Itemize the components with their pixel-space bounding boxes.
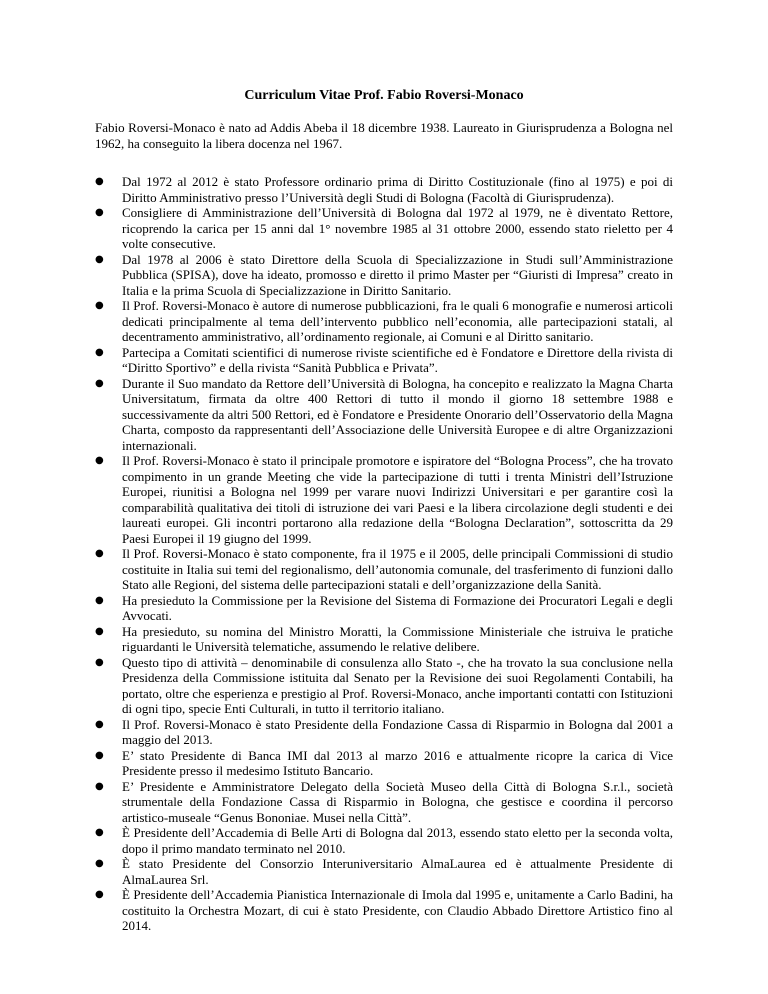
list-item (95, 856, 673, 887)
bullet-icon: ● (95, 455, 104, 466)
bullet-icon: ● (95, 548, 104, 559)
bullet-icon: ● (95, 377, 104, 389)
list-item (95, 717, 673, 748)
list-item-text: È Presidente dell’Accademia di Belle Arti di Bologna dal 2013, essendo stato eletto per la seconda volta, dopo il primo mandato terminato nel 2010. (122, 825, 673, 856)
career-list (95, 174, 673, 934)
list-item-text: Il Prof. Roversi-Monaco è stato il principale promotore e ispiratore del “Bologna Process”, che ha trovato compimento in un grande Meeting che vide la partecipazione di tutti i trenta Ministri dell’Istruzione Europei, riunitisi a Bologna nel 1999 per varare nuovi Indirizzi Universitari e per garantire così la comparabilità qualitativa dei titoli di istruzione dei vari Paesi e la libera circolazione degli studenti e dei laureati europei. Gli incontri portarono alla redazione della “Bologna Declaration”, sottoscritta da 29 Paesi Europei il 19 giugno del 1999. (122, 453, 673, 546)
list-item (95, 252, 673, 299)
list-item (95, 825, 673, 856)
list-item-text: Dal 1978 al 2006 è stato Direttore della Scuola di Specializzazione in Studi sull’Amministrazione Pubblica (SPISA), dove ha ideato, promosso e diretto il primo Master per “Giuristi di Impresa” creato in Italia e la prima Scuola di Specializzazione in Diritto Sanitario. (122, 251, 673, 298)
page-title: Curriculum Vitae Prof. Fabio Roversi-Monaco (244, 88, 524, 103)
bullet-icon: ● (95, 656, 104, 668)
intro-paragraph: Fabio Roversi-Monaco è nato ad Addis Abeba il 18 dicembre 1938. Laureato in Giurisprudenza a Bologna nel 1962, ha conseguito la libera docenza nel 1967. (95, 120, 673, 151)
bullet-icon: ● (95, 207, 104, 218)
list-item-text: Il Prof. Roversi-Monaco è autore di numerose pubblicazioni, fra le quali 6 monografie e numerosi articoli dedicati principalmente al tema dell’intervento pubblico nell’economia, alle partecipazioni statali, al decentramento amministrativo, all’ordinamento regionale, ai Comuni e al Diritto sanitario. (122, 298, 673, 344)
bullet-icon: ● (95, 300, 104, 311)
list-item-text: Il Prof. Roversi-Monaco è stato Presidente della Fondazione Cassa di Risparmio in Bologna dal 2001 a maggio del 2013. (122, 716, 673, 747)
bullet-icon: ● (95, 625, 104, 637)
list-item-text: È Presidente dell’Accademia Pianistica Internazionale di Imola dal 1995 e, unitamente a Carlo Badini, ha costituito la Orchestra Mozart, di cui è stato Presidente, con Claudio Abbado Direttore Artistico fino al 2014. (122, 887, 673, 933)
list-item (95, 298, 673, 345)
list-item (95, 887, 673, 934)
bullet-icon: ● (95, 889, 104, 900)
list-item-text: Il Prof. Roversi-Monaco è stato componente, fra il 1975 e il 2005, delle principali Commissioni di studio costituite in Italia sui temi del regionalismo, dell’autonomia comunale, del trasferimento di funzioni dallo Stato alle Regioni, del sistema delle partecipazioni statali e dell’organizzazione della Sanità. (122, 546, 673, 592)
bullet-icon: ● (95, 176, 104, 187)
list-item-text: Dal 1972 al 2012 è stato Professore ordinario prima di Diritto Costituzionale (fino al 1975) e poi di Diritto Amministrativo presso l’Università degli Studi di Bologna (Facoltà di Giurisprudenza). (122, 174, 673, 205)
bullet-icon: ● (95, 780, 104, 792)
list-item (95, 779, 673, 826)
list-item-text: È stato Presidente del Consorzio Interuniversitario AlmaLaurea ed è attualmente Presidente di AlmaLaurea Srl. (122, 856, 673, 887)
bullet-icon: ● (95, 749, 104, 761)
list-item (95, 345, 673, 376)
list-item (95, 205, 673, 252)
list-item (95, 376, 673, 454)
list-item (95, 174, 673, 205)
list-item (95, 593, 673, 624)
list-item (95, 655, 673, 717)
bullet-icon: ● (95, 594, 104, 606)
list-item-text: Consigliere di Amministrazione dell’Università di Bologna dal 1972 al 1979, ne è diventato Rettore, ricoprendo la carica per 15 anni dal 1° novembre 1985 al 31 ottobre 2000, essendo stato rieletto per 4 volte consecutive. (122, 205, 673, 251)
bullet-icon: ● (95, 827, 104, 838)
list-item (95, 624, 673, 655)
list-item (95, 546, 673, 593)
list-item (95, 748, 673, 779)
bullet-icon: ● (95, 253, 104, 265)
bullet-icon: ● (95, 858, 104, 869)
list-item-text: Ha presieduto la Commissione per la Revisione del Sistema di Formazione dei Procuratori Legali e degli Avvocati. (122, 592, 673, 623)
list-item-text: E’ Presidente e Amministratore Delegato della Società Museo della Città di Bologna S.r.l., società strumentale della Fondazione Cassa di Risparmio in Bologna, che gestisce e coordina il percorso artistico-museale “Genus Bononiae. Musei nella Città”. (122, 778, 673, 825)
list-item-text: Durante il Suo mandato da Rettore dell’Università di Bologna, ha concepito e realizzato la Magna Charta Universitatum, firmata da oltre 400 Rettori di tutto il mondo il giorno 18 settembre 1988 e successivamente da altri 500 Rettori, ed è Fondatore e Presidente Onorario dell’Osservatorio della Magna Charta, composto da rappresentanti dell’Associazione delle Università Europee e di altre Organizzazioni internazionali. (122, 375, 673, 453)
list-item-text: Ha presieduto, su nomina del Ministro Moratti, la Commissione Ministeriale che istruiva le pratiche riguardanti le Università telematiche, assumendo le relative delibere. (122, 623, 673, 654)
list-item (95, 453, 673, 546)
bullet-icon: ● (95, 718, 104, 730)
list-item-text: Partecipa a Comitati scientifici di numerose riviste scientifiche ed è Fondatore e Direttore della rivista di “Diritto Sportivo” e della rivista “Sanità Pubblica e Privata”. (122, 344, 673, 375)
bullet-icon: ● (95, 346, 104, 358)
list-item-text: Questo tipo di attività – denominabile di consulenza allo Stato -, che ha trovato la sua conclusione nella Presidenza della Commissione istituita dal Senato per la Revisione dei suoi Regolamenti Contabili, ha portato, oltre che esperienza e prestigio al Prof. Roversi-Monaco, anche importanti contatti con Istituzioni di ogni tipo, specie Enti Culturali, in tutto il territorio italiano. (122, 654, 673, 716)
list-item-text: E’ stato Presidente di Banca IMI dal 2013 al marzo 2016 e attualmente ricopre la carica di Vice Presidente presso il medesimo Istituto Bancario. (122, 747, 673, 778)
